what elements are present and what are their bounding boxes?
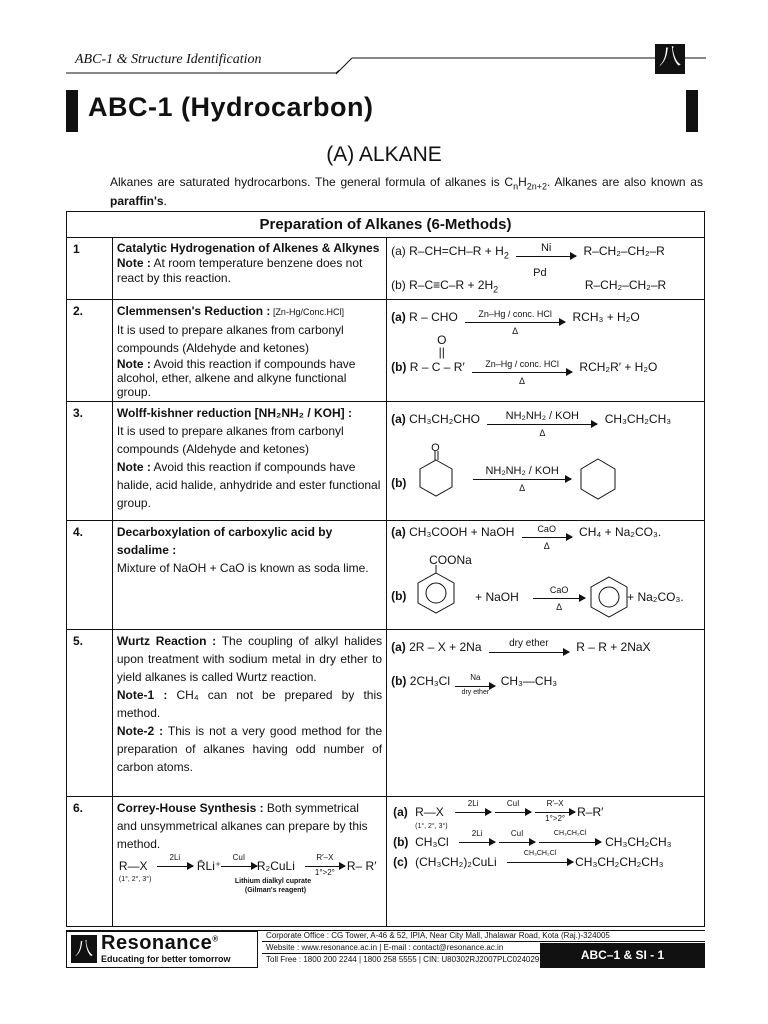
reagent: CaO: [549, 585, 569, 595]
scheme-reactant: R—X: [118, 859, 148, 873]
reaction-b: [391, 358, 700, 386]
rxn-rhs: CH₃CH₂CH₂CH₃: [575, 855, 664, 869]
rxn-lhs: CH₃Cl: [415, 835, 449, 849]
rxn-sub: 2: [493, 284, 499, 295]
table-row: [67, 300, 705, 402]
main-title-block: [66, 90, 698, 132]
reaction-arrow: [455, 672, 495, 696]
catalyst: Pd: [533, 267, 547, 279]
rxn-label: (a): [391, 525, 406, 539]
reaction-b: [391, 276, 700, 296]
intro-text: Alkanes are saturated hydrocarbons. The general formula of alkanes is C: [110, 175, 514, 189]
reagent: + NaOH: [475, 590, 519, 604]
reaction-arrow: [489, 637, 569, 653]
carbonyl-o: O: [437, 333, 447, 347]
method-title: Clemmensen's Reduction :: [116, 304, 271, 318]
footer-logo: [66, 931, 258, 968]
reagent: NH₂NH₂ / KOH: [485, 465, 559, 477]
scheme-caption: Lithium dialkyl cuprate: [234, 878, 312, 885]
reagent: 2Li: [467, 799, 479, 808]
method-body: Both symmetrical and unsymmetrical alkanes can prepare by this method.: [116, 801, 368, 851]
section-title: (A) ALKANE: [326, 143, 442, 166]
main-title: ABC-1 (Hydrocarbon): [88, 92, 374, 122]
condition: dry ether: [461, 688, 490, 696]
reaction-a: [391, 523, 700, 551]
reaction-arrow: [533, 585, 585, 612]
scheme-intermediate: R₂CuLi: [256, 859, 295, 873]
rxn-lhs: R – C – R′: [409, 360, 465, 374]
reaction-arrow: [516, 241, 576, 257]
double-bond: ||: [438, 345, 445, 359]
rxn-label: (a): [391, 310, 406, 324]
row-description: [112, 402, 386, 521]
reaction-arrow: [157, 853, 193, 867]
scheme-note: (1°, 2°, 3°): [415, 823, 448, 830]
note-text: CH₄ can not be prepared by this method.: [116, 688, 383, 720]
footer-website[interactable]: Website : www.resonance.ac.in | E-mail : contact@resonance.ac.in: [262, 942, 540, 954]
reaction-arrow: [473, 465, 571, 493]
table-row: [67, 630, 705, 797]
table-row: [67, 521, 705, 630]
reagent: CuI: [506, 799, 520, 808]
carbonyl-o: O: [431, 442, 440, 454]
reagent: Zn–Hg / conc. HCl: [478, 308, 552, 319]
corey-house-scheme: [117, 855, 382, 899]
reaction-arrow: [487, 409, 597, 438]
note-text: Avoid this reaction if compounds have alcohol, ether, alkene and alkyne functional group.: [116, 357, 356, 399]
reaction-b: [391, 551, 691, 623]
reagent: NH₂NH₂ / KOH: [505, 409, 579, 422]
footer-tollfree: Toll Free : 1800 200 2244 | 1800 258 5555 | CIN: U80302RJ2007PLC024029: [266, 955, 540, 964]
reaction-a: [391, 308, 700, 336]
cyclohexane-structure: [573, 456, 623, 502]
row-description: [112, 238, 386, 300]
note-label: Note :: [116, 256, 151, 270]
scheme-product: R– R′: [346, 859, 377, 873]
reaction-arrow: [535, 799, 575, 823]
method-title: Correy-House Synthesis :: [116, 801, 264, 815]
note-text: This is not a very good method for the preparation of alkanes having odd number of carbon atoms.: [116, 724, 383, 774]
sodium-benzoate-structure: [411, 565, 461, 621]
method-body: It is used to prepare alkanes from carbonyl compounds (Aldehyde and ketones): [116, 323, 344, 355]
header-logo: 八: [655, 44, 685, 74]
condition: Δ: [519, 375, 526, 386]
reaction-b: [391, 442, 691, 502]
rxn-lhs: (a) R–CH=CH–R + H: [391, 244, 504, 258]
rxn-rhs: + Na₂CO₃.: [627, 590, 684, 604]
condition: Δ: [556, 602, 563, 612]
scheme-note: (1°, 2°, 3°): [118, 876, 152, 883]
rxn-rhs: CH₃—CH₃: [500, 674, 558, 688]
row-reactions: [387, 300, 705, 402]
rxn-label: (b): [391, 589, 407, 603]
header-rule-right: [336, 56, 706, 76]
intro-paragraph: [110, 175, 703, 209]
intro-bold: paraffin's: [110, 194, 164, 209]
footer-tagline: Educating for better tomorrow: [101, 954, 231, 964]
rxn-rhs: RCH₂R′ + H₂O: [579, 360, 658, 374]
scheme-caption: (Gilman's reagent): [244, 887, 307, 894]
rxn-lhs: CH₃COOH + NaOH: [409, 525, 515, 539]
rxn-label: (a): [393, 805, 408, 819]
intro-text: . Alkanes are also known as: [547, 175, 703, 189]
reagent: CaO: [537, 523, 556, 534]
reaction-arrow: [459, 829, 495, 843]
rxn-label: (c): [393, 855, 408, 869]
condition: 1°>2°: [314, 868, 335, 877]
method-body: It is used to prepare alkanes from carbonyl compounds (Aldehyde and ketones): [116, 424, 344, 456]
row-number: 6.: [67, 797, 113, 927]
reaction-a: [391, 638, 700, 658]
row-description: [112, 797, 386, 927]
intro-end: .: [163, 194, 167, 209]
rxn-lhs: (CH₃CH₂)₂CuLi: [415, 855, 497, 869]
brand-name: Resonance: [101, 932, 213, 954]
reaction-b: [391, 831, 700, 851]
methods-table: [66, 211, 705, 927]
reaction-arrow: [455, 799, 491, 813]
rxn-label: (b): [391, 360, 407, 374]
row-reactions: [387, 402, 705, 521]
condition: Δ: [539, 427, 546, 438]
table-header: Preparation of Alkanes (6-Methods): [67, 212, 705, 238]
note-label: Note :: [116, 460, 151, 474]
reaction-a: [391, 799, 700, 830]
rxn-label: (b): [391, 674, 407, 688]
method-body: Mixture of NaOH + CaO is known as soda lime.: [116, 561, 369, 575]
rxn-rhs: R–CH₂–CH₂–R: [584, 278, 667, 292]
footer-brand: [101, 932, 219, 955]
row-reactions: [387, 630, 705, 797]
reaction-arrow: [495, 799, 531, 813]
condition: Δ: [543, 540, 550, 551]
rxn-lhs: CH₃CH₂CHO: [409, 412, 480, 426]
row-reactions: [387, 521, 705, 630]
rxn-rhs: CH₃CH₂CH₃: [605, 835, 672, 849]
reagent: CH₃CH₂Cl: [553, 830, 587, 837]
reaction-c: [391, 851, 700, 871]
table-row: [67, 402, 705, 521]
reagent: CuI: [232, 853, 246, 862]
rxn-rhs: CH₃CH₂CH₃: [604, 412, 672, 426]
table-row: [67, 797, 705, 927]
condition: Δ: [519, 483, 526, 493]
note-label: Note-2 :: [116, 724, 164, 738]
condition: 1°>2°: [545, 814, 566, 823]
reagent: 2Li: [169, 853, 181, 862]
reaction-arrow: [499, 829, 535, 843]
note-label: Note-1 :: [116, 688, 168, 702]
method-title: Wurtz Reaction :: [116, 634, 217, 648]
row-description: [112, 300, 386, 402]
substituent: COONa: [429, 553, 472, 567]
method-title: Catalytic Hydrogenation of Alkenes & Alkynes: [116, 241, 380, 255]
rxn-lhs: (b) R–C≡C–R + 2H: [391, 278, 494, 292]
reaction-arrow: [507, 850, 573, 863]
reagent: Zn–Hg / conc. HCl: [485, 358, 559, 369]
footer-page-label: ABC–1 & SI - 1: [540, 943, 705, 968]
reagent: R′–X: [546, 799, 564, 808]
row-description: [112, 630, 386, 797]
note-text: Avoid this reaction if compounds have halide, acid halide, anhydride and ester functional group.: [116, 460, 381, 510]
reagent: Na: [470, 672, 481, 682]
benzene-structure: [587, 575, 631, 619]
rxn-label: (b): [393, 835, 409, 849]
registered-mark: ®: [212, 934, 219, 944]
formula-h: H: [518, 175, 527, 189]
rxn-rhs: RCH₃ + H₂O: [572, 310, 640, 324]
reagent: R′–X: [316, 853, 334, 862]
footer-office: Corporate Office : CG Tower, A-46 & 52, IPIA, Near City Mall, Jhalawar Road, Kota (Raj.)-324005: [262, 930, 705, 942]
rxn-rhs: R–R′: [577, 805, 604, 819]
reaction-arrow: [465, 308, 565, 336]
reagent: CH₃CH₂Cl: [523, 850, 557, 857]
table-row: [67, 238, 705, 300]
reaction-arrow: [472, 358, 572, 386]
footer-logo-mark: 八: [71, 935, 97, 963]
formula-sub: 2n+2: [526, 181, 548, 192]
reagent: dry ether: [509, 637, 549, 649]
rxn-lhs: 2R – X + 2Na: [409, 640, 482, 654]
condition: Δ: [512, 325, 519, 336]
row-number: 2.: [67, 300, 113, 402]
reagent: 2Li: [471, 829, 483, 838]
method-title: Wolff-kishner reduction [NH₂NH₂ / KOH] :: [116, 406, 352, 420]
scheme-intermediate: R̄Li⁺: [196, 859, 222, 873]
rxn-rhs: CH₄ + Na₂CO₃.: [579, 525, 662, 539]
reaction-arrow: [305, 853, 345, 877]
method-body: The coupling of alkyl halides upon treatment with sodium metal in dry ether to yield alkanes is called Wurtz reaction.: [116, 634, 383, 684]
note-label: Note :: [116, 357, 151, 371]
rxn-label: (b): [391, 476, 407, 490]
reagent: CuI: [510, 829, 524, 838]
row-number: 4.: [67, 521, 113, 630]
rxn-rhs: R – R + 2NaX: [576, 640, 651, 654]
reaction-arrow: [522, 523, 572, 551]
title-bar-left: [66, 90, 78, 132]
row-reactions: [387, 797, 705, 927]
rxn-label: (a): [391, 412, 406, 426]
formula-sub: n: [513, 181, 519, 192]
note-text: At room temperature benzene does not react by this reaction.: [116, 256, 363, 285]
reaction-arrow: [221, 853, 257, 867]
row-number: 3.: [67, 402, 113, 521]
reaction-a: [391, 409, 700, 438]
rxn-sub: 2: [503, 250, 509, 261]
title-bar-right: [686, 90, 698, 132]
reaction-arrow: [539, 830, 601, 843]
running-header-title: ABC-1 & Structure Identification: [75, 52, 262, 67]
rxn-lhs: R—X: [415, 805, 444, 819]
rxn-label: (a): [391, 640, 406, 654]
reaction-a: [391, 242, 700, 262]
method-reagent: [Zn-Hg/Conc.HCl]: [270, 307, 344, 317]
reaction-b: [391, 672, 700, 696]
row-description: [112, 521, 386, 630]
method-title: Decarboxylation of carboxylic acid by sodalime :: [116, 525, 333, 557]
rxn-rhs: R–CH₂–CH₂–R: [583, 244, 665, 258]
row-reactions: [387, 238, 705, 300]
rxn-lhs: R – CHO: [409, 310, 458, 324]
rxn-lhs: 2CH₃Cl: [409, 674, 451, 688]
row-number: 5.: [67, 630, 113, 797]
row-number: 1: [67, 238, 113, 300]
catalyst: Ni: [540, 241, 552, 254]
